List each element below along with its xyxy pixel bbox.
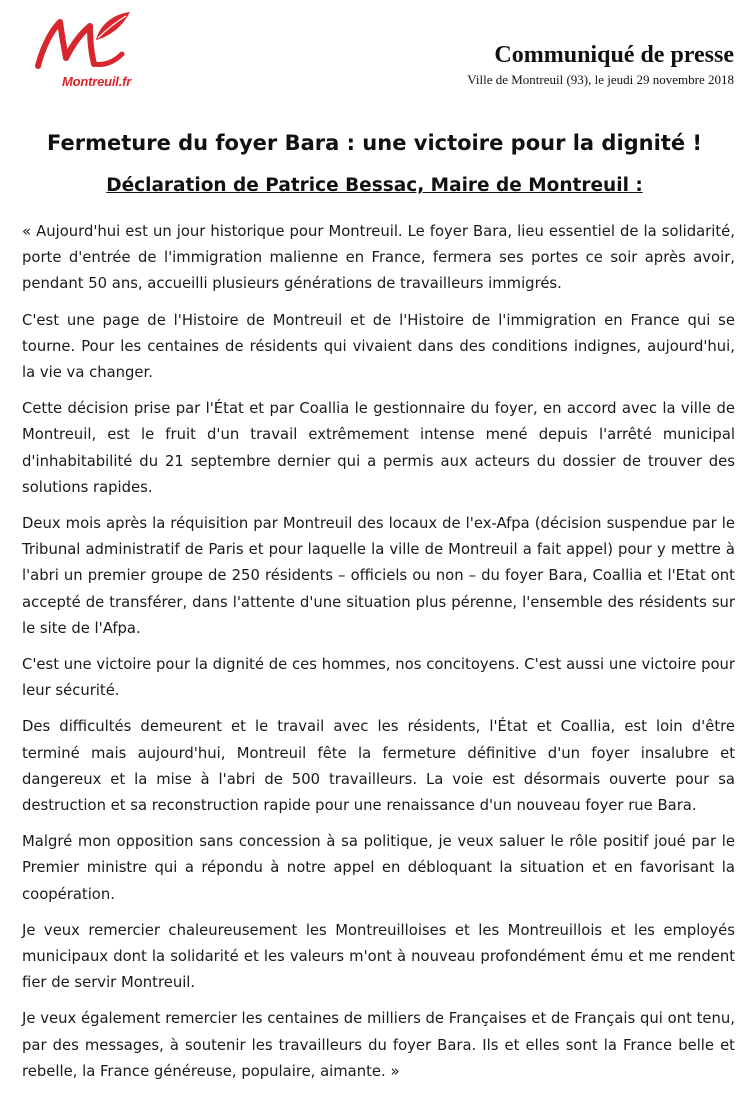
- paragraph: C'est une victoire pour la dignité de ces hommes, nos concitoyens. C'est aussi une victoire pour leur sécurité.: [22, 656, 735, 700]
- headline: Fermeture du foyer Bara : une victoire pour la dignité !: [47, 131, 702, 155]
- paragraph: Deux mois après la réquisition par Montreuil des locaux de l'ex-Afpa (décision suspendue par le Tribunal administratif de Paris et pour laquelle la ville de Montreuil a fait appel) pour y mettre à l'abri un premier groupe de 250 résidents – officiels ou non – du foyer Bara, Coallia et l'Etat ont accepté de transférer, dans l'attente d'une situation plus pérenne, l'ensemble des résidents sur le site de l'Afpa.: [22, 515, 735, 637]
- paragraph: C'est une page de l'Histoire de Montreuil et de l'Histoire de l'immigration en France qui se tourne. Pour les centaines de résidents qui vivaient dans des conditions indignes, aujourd'hui, la vie va changer.: [22, 311, 735, 382]
- paragraph: Je veux également remercier les centaines de milliers de Françaises et de Français qui ont tenu, par des messages, à soutenir les travailleurs du foyer Bara. Ils et elles sont la France belle et rebelle, la France généreuse, populaire, aimante. »: [22, 1010, 735, 1080]
- montreuil-logo: [34, 10, 144, 96]
- press-release-date: Ville de Montreuil (93), le jeudi 29 novembre 2018: [467, 72, 734, 87]
- subheadline: Déclaration de Patrice Bessac, Maire de Montreuil :: [106, 175, 643, 196]
- montreuil-m-leaf-icon: [34, 10, 144, 72]
- press-header: [467, 40, 734, 88]
- press-release-title: Communiqué de presse: [494, 42, 734, 68]
- paragraph: Des difficultés demeurent et le travail avec les résidents, l'État et Coallia, est loin d'être terminé mais aujourd'hui, Montreuil fête la fermeture définitive d'un foyer insalubre et dangereux et la mise à l'abri de 500 travailleurs. La voie est désormais ouverte pour sa destruction et sa reconstruction rapide pour une renaissance d'un nouveau foyer rue Bara.: [22, 718, 735, 815]
- paragraph: Malgré mon opposition sans concession à sa politique, je veux saluer le rôle positif joué par le Premier ministre qui a répondu à notre appel en débloquant la situation et en favorisant la coopération.: [22, 833, 735, 903]
- paragraph: « Aujourd'hui est un jour historique pour Montreuil. Le foyer Bara, lieu essentiel de la solidarité, porte d'entrée de l'immigration malienne en France, fermera ses portes ce soir après avoir, pendant 50 ans, accueilli plusieurs générations de travailleurs immigrés.: [22, 223, 735, 293]
- logo-text: Montreuil.fr: [62, 74, 132, 89]
- statement-body: [22, 219, 735, 1095]
- paragraph: Cette décision prise par l'État et par Coallia le gestionnaire du foyer, en accord avec la ville de Montreuil, est le fruit d'un travail extrêmement intense mené depuis l'arrêté municipal d'inhabitabilité du 21 septembre dernier qui a permis aux acteurs du dossier de trouver des solutions rapides.: [22, 400, 735, 496]
- paragraph: Je veux remercier chaleureusement les Montreuilloises et les Montreuillois et les employés municipaux dont la solidarité et les valeurs m'ont à nouveau profondément ému et me rendent fier de servir Montreuil.: [22, 921, 735, 992]
